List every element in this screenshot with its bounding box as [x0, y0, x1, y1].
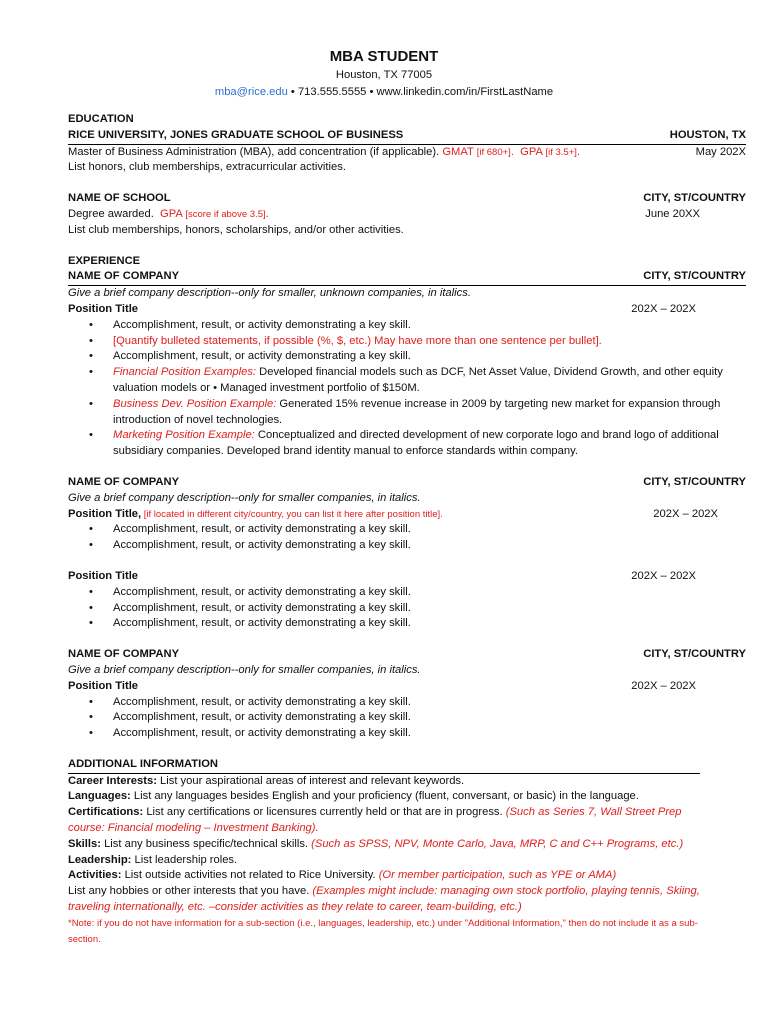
leadership-text: List leadership roles.: [131, 853, 238, 866]
list-item: [68, 334, 746, 350]
school1-degree-text: Master of Business Administration (MBA), add concentration (if applicable).: [68, 145, 440, 158]
company3-row: [68, 647, 746, 663]
company2-date2: 202X – 202X: [631, 569, 696, 582]
company3-location: CITY, ST/COUNTRY: [643, 648, 746, 661]
company2-position: [68, 507, 443, 523]
bullet-text: Accomplishment, result, or activity demonstrating a key skill.: [113, 350, 411, 363]
skills-example: (Such as SPSS, NPV, Monte Carlo, Java, MRP, C and C++ Programs, etc.): [311, 837, 684, 850]
company3-description: Give a brief company description--only for smaller companies, in italics.: [68, 663, 421, 676]
spacer: [68, 742, 746, 757]
bullet-text: Accomplishment, result, or activity demonstrating a key skill.: [113, 617, 411, 630]
list-item: [68, 349, 746, 365]
career-interests: [68, 774, 700, 790]
company2-location: CITY, ST/COUNTRY: [643, 475, 746, 488]
school1-date: May 202X: [695, 145, 746, 158]
company2-name: NAME OF COMPANY: [68, 475, 180, 488]
company1-position-row: [68, 302, 746, 318]
languages-label: Languages:: [68, 790, 131, 803]
bullet-icon: •: [89, 617, 93, 630]
career-label: Career Interests:: [68, 774, 157, 787]
spacer: [68, 460, 746, 475]
company1-description: Give a brief company description--only for smaller, unknown companies, in italics.: [68, 287, 471, 300]
bullet-example-label: Financial Position Examples:: [113, 366, 257, 379]
list-item: [68, 601, 746, 617]
activities-label: Activities:: [68, 869, 122, 882]
hobbies: [68, 884, 700, 916]
list-item: [68, 318, 746, 334]
bullet-text: Conceptualized and directed development of new corporate logo and brand logo of additional subsidiary companies. Developed brand identity manual to enforce standards within company.: [113, 429, 719, 458]
spacer: [68, 632, 746, 647]
school1-activities: List honors, club memberships, extracurricular activities.: [68, 161, 346, 174]
company1-location: CITY, ST/COUNTRY: [643, 270, 746, 283]
candidate-name: MBA STUDENT: [329, 48, 439, 65]
school2-gpa: GPA [score if above 3.5].: [160, 207, 269, 220]
list-item: [68, 397, 746, 429]
list-item: [68, 616, 746, 632]
list-item: [68, 538, 746, 554]
bullet-icon: •: [89, 429, 93, 442]
contact-details: • 713.555.5555 • www.linkedin.com/in/FirstLastName: [287, 86, 554, 98]
cert-label: Certifications:: [68, 806, 144, 819]
gmat-note: [if 680+]: [476, 146, 511, 158]
school2-degree: [68, 207, 269, 223]
experience-heading: EXPERIENCE: [68, 254, 141, 267]
gpa-label: GPA: [520, 145, 543, 158]
company3-position: Position Title: [68, 679, 139, 692]
list-item: [68, 522, 746, 538]
certifications: [68, 805, 700, 837]
cert-text: List any certifications or licensures currently held or that are in progress.: [143, 806, 506, 819]
bullet-icon: •: [89, 727, 93, 740]
company1-date: 202X – 202X: [631, 302, 696, 315]
bullet-icon: •: [89, 539, 93, 552]
candidate-address: Houston, TX 77005: [335, 69, 433, 81]
skills-label: Skills:: [68, 837, 101, 850]
bullet-icon: •: [89, 366, 93, 379]
school1-location: HOUSTON, TX: [669, 128, 746, 141]
company1-bullets: [68, 318, 746, 460]
company2-position-row: [68, 507, 746, 523]
additional-heading: ADDITIONAL INFORMATION: [68, 757, 700, 774]
hobbies-example: (Examples might include: managing own stock portfolio, playing tennis, Skiing, traveling internationally, etc. –consider activities as they relate to career, team-building, etc.): [68, 885, 700, 914]
school2-name: NAME OF SCHOOL: [68, 192, 171, 205]
skills: [68, 837, 700, 853]
bullet-example-label: Business Dev. Position Example:: [113, 397, 277, 410]
list-item: [68, 585, 746, 601]
cert-example: (Such as Series 7, Wall Street Prep course: Financial modeling – Investment Banking).: [68, 806, 682, 835]
bullet-icon: •: [89, 695, 93, 708]
bullet-text: Accomplishment, result, or activity demonstrating a key skill.: [113, 318, 411, 331]
spacer: [68, 239, 746, 254]
education-heading: EDUCATION: [68, 113, 134, 125]
bullet-icon: •: [89, 318, 93, 331]
school1-name: RICE UNIVERSITY, JONES GRADUATE SCHOOL OF BUSINESS: [68, 128, 404, 141]
school1-degree-row: [68, 145, 746, 161]
activities-example: (Or member participation, such as YPE or AMA): [378, 869, 617, 882]
activities-text: List outside activities not related to Rice University.: [121, 869, 379, 882]
school2-activities: List club memberships, honors, scholarships, and/or other activities.: [68, 223, 404, 236]
footnote: *Note: if you do not have information for a sub-section (i.e., languages, leadership, etc.) under "Additional Information," then do not include it as a sub-section.: [68, 917, 698, 945]
email-link[interactable]: mba@rice.edu: [214, 86, 288, 98]
company2-position-note: [if located in different city/country, you can list it here after position title].: [141, 508, 443, 520]
school1-row: [68, 128, 746, 145]
school2-degree-row: [68, 207, 746, 223]
additional-info-section: [68, 757, 700, 948]
bullet-icon: •: [89, 350, 93, 363]
list-item: [68, 365, 746, 397]
list-item: [68, 695, 746, 711]
bullet-icon: •: [89, 601, 93, 614]
company2-date: 202X – 202X: [653, 507, 718, 520]
bullet-text: Developed financial models such as DCF, Net Asset Value, Dividend Growth, and other equity valuation models or • Managed investment portfolio of $150M.: [113, 366, 723, 394]
list-item: [68, 428, 746, 460]
company3-date: 202X – 202X: [631, 679, 696, 692]
contact-line: [0, 84, 768, 101]
company2-bullets2: [68, 585, 746, 632]
company2-position2: Position Title: [68, 569, 139, 582]
company1-position: Position Title: [68, 302, 139, 315]
company2-bullets: [68, 522, 746, 554]
company1-name: NAME OF COMPANY: [68, 270, 180, 283]
company3-name: NAME OF COMPANY: [68, 648, 180, 661]
company2-position-title: Position Title,: [68, 507, 142, 520]
gpa-note: [if 3.5+]: [545, 146, 577, 158]
bullet-text: Accomplishment, result, or activity demonstrating a key skill.: [113, 711, 411, 724]
languages-text: List any languages besides English and your proficiency (fluent, conversant, or basic) in the language.: [130, 790, 639, 803]
spacer: [68, 554, 746, 569]
list-item: [68, 710, 746, 726]
bullet-icon: •: [89, 585, 93, 598]
bullet-text: Accomplishment, result, or activity demonstrating a key skill.: [113, 523, 411, 536]
company1-row: [68, 269, 746, 286]
bullet-text: Accomplishment, result, or activity demonstrating a key skill.: [113, 601, 411, 614]
bullet-text: Accomplishment, result, or activity demonstrating a key skill.: [113, 695, 411, 708]
school1-gmat: GMAT [if 680+]. GPA [if 3.5+].: [442, 145, 580, 158]
school1-degree: [68, 145, 580, 161]
bullet-icon: •: [89, 334, 93, 347]
bullet-icon: •: [89, 711, 93, 724]
company3-bullets: [68, 695, 746, 742]
company2-position2-row: [68, 569, 746, 585]
school2-row: [68, 191, 746, 207]
bullet-text: Generated 15% revenue increase in 2009 by targeting new market for expansion through introduction of novel technologies.: [113, 397, 721, 426]
resume-header: [0, 0, 768, 101]
school2-location: CITY, ST/COUNTRY: [643, 192, 746, 205]
gmat-label: GMAT: [442, 145, 474, 158]
bullet-text: Accomplishment, result, or activity demonstrating a key skill.: [113, 539, 411, 552]
leadership: [68, 853, 700, 869]
bullet-text: [Quantify bulleted statements, if possible (%, $, etc.) May have more than one sentence per bullet].: [113, 334, 602, 347]
company3-position-row: [68, 679, 746, 695]
school2-date: June 20XX: [645, 207, 700, 220]
spacer: [68, 176, 746, 191]
bullet-example-label: Marketing Position Example:: [113, 429, 255, 442]
company2-description: Give a brief company description--only for smaller companies, in italics.: [68, 491, 421, 504]
bullet-text: Accomplishment, result, or activity demonstrating a key skill.: [113, 727, 411, 740]
list-item: [68, 726, 746, 742]
skills-text: List any business specific/technical skills.: [100, 837, 312, 850]
hobbies-text: List any hobbies or other interests that you have.: [68, 885, 313, 898]
bullet-text: Accomplishment, result, or activity demonstrating a key skill.: [113, 585, 411, 598]
company2-row: [68, 475, 746, 491]
activities: [68, 868, 700, 884]
school2-gpa-note: [score if above 3.5]: [185, 208, 266, 220]
resume-content: [68, 112, 746, 948]
bullet-icon: •: [89, 523, 93, 536]
bullet-icon: •: [89, 397, 93, 410]
school2-degree-text: Degree awarded.: [68, 207, 154, 220]
leadership-label: Leadership:: [68, 853, 132, 866]
career-text: List your aspirational areas of interest and relevant keywords.: [156, 774, 465, 787]
school2-gpa-label: GPA: [160, 207, 183, 220]
languages: [68, 789, 700, 805]
